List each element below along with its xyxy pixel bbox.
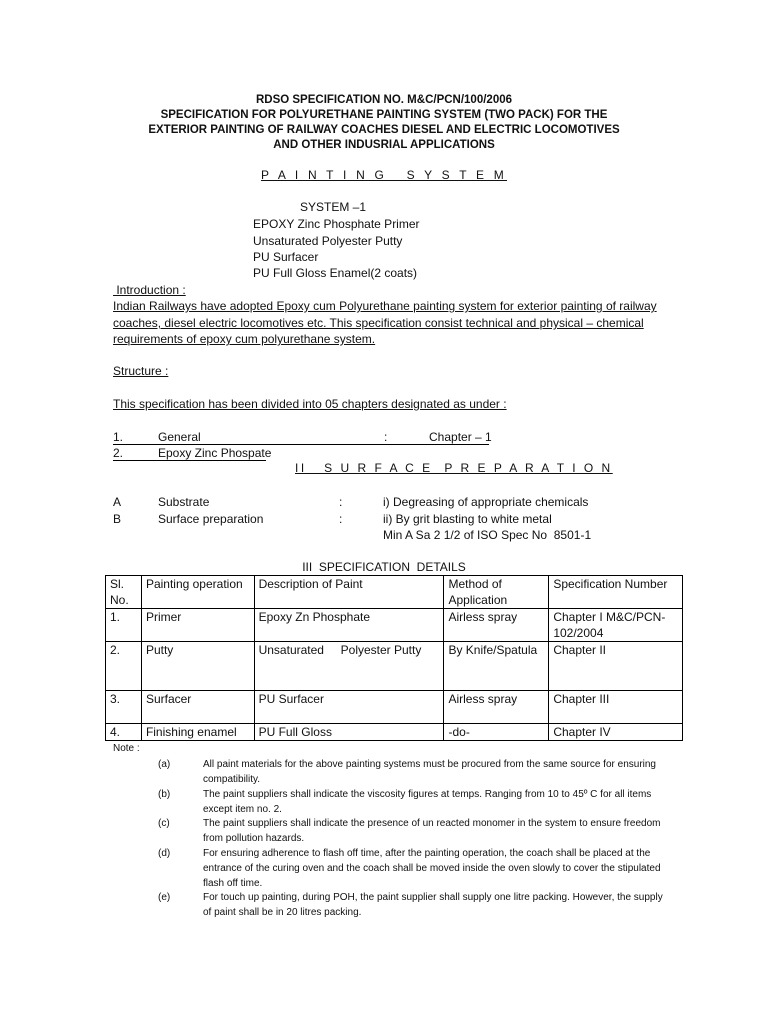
column-header: Specification Number: [549, 576, 683, 609]
table-cell: By Knife/Spatula: [444, 642, 549, 691]
surface-continuation: Min A Sa 2 1/2 of ISO Spec No 8501-1: [383, 528, 592, 542]
table-cell: Unsaturated Polyester Putty: [254, 642, 444, 691]
note-text: The paint suppliers shall indicate the presence of un reacted monomer in the system to ensure freedom from pollution hazards.: [203, 818, 661, 844]
note-text: For ensuring adherence to flash off time, after the painting operation, the coach shall be placed at the entrance of the curing oven and the coach shall be moved inside the oven slowly to cover the stipulated flash off time.: [203, 848, 661, 889]
note-letter: (b): [158, 789, 171, 800]
table-row: [106, 724, 683, 741]
note-text: The paint suppliers shall indicate the viscosity figures at temps. Ranging from 10 to 45º C for all items except item no. 2.: [203, 789, 652, 815]
column-header: Method of Application: [444, 576, 549, 609]
table-row: [106, 642, 683, 691]
spec-title-line-3: EXTERIOR PAINTING OF RAILWAY COACHES DIESEL AND ELECTRIC LOCOMOTIVES: [148, 124, 620, 136]
note-text: All paint materials for the above painting systems must be procured from the same source for ensuring compatibility.: [203, 759, 656, 785]
note-letter: (a): [158, 759, 171, 770]
system-item: Unsaturated Polyester Putty: [253, 234, 403, 248]
table-cell: Chapter IV: [549, 724, 683, 741]
surface-row-value: i) Degreasing of appropriate chemicals: [383, 495, 589, 509]
surface-preparation-heading: II S U R F A C E P R E P A R A T I O N: [295, 461, 613, 475]
system-label: SYSTEM –1: [300, 200, 367, 214]
column-header: Description of Paint: [254, 576, 444, 609]
chapter-number: 2.: [113, 446, 124, 460]
surface-row-letter: A: [113, 495, 122, 509]
chapter-underline: [113, 460, 266, 461]
surface-row-letter: B: [113, 512, 122, 526]
table-cell: Airless spray: [444, 691, 549, 724]
table-cell: Epoxy Zn Phosphate: [254, 609, 444, 642]
table-cell: Finishing enamel: [141, 724, 254, 741]
note-letter: (d): [158, 848, 171, 859]
system-item: EPOXY Zinc Phosphate Primer: [253, 217, 420, 231]
chapter-number: 1.: [113, 430, 124, 444]
surface-row-value: ii) By grit blasting to white metal: [383, 512, 552, 526]
specification-table: [105, 575, 683, 741]
system-item: PU Full Gloss Enamel(2 coats): [253, 266, 418, 280]
note-text: For touch up painting, during POH, the paint supplier shall supply one litre packing. However, the supply of paint shall be in 20 litres packing.: [203, 892, 663, 918]
specification-details-heading: III SPECIFICATION DETAILS: [302, 560, 466, 574]
table-cell: Chapter I M&C/PCN-102/2004: [549, 609, 683, 642]
table-cell: Chapter III: [549, 691, 683, 724]
surface-row-label: Surface preparation: [158, 512, 264, 526]
spec-title-line-4: AND OTHER INDUSRIAL APPLICATIONS: [273, 139, 495, 151]
structure-text: This specification has been divided into 05 chapters designated as under :: [113, 397, 507, 411]
chapter-name: Epoxy Zinc Phospate: [158, 446, 272, 460]
table-cell: 2.: [106, 642, 142, 691]
table-header-row: [106, 576, 683, 609]
table-cell: Putty: [141, 642, 254, 691]
spec-number-title: RDSO SPECIFICATION NO. M&C/PCN/100/2006: [255, 94, 513, 106]
structure-heading: Structure :: [113, 364, 169, 378]
table-cell: -do-: [444, 724, 549, 741]
table-cell: Chapter II: [549, 642, 683, 691]
table-cell: Primer: [141, 609, 254, 642]
note-heading: Note :: [113, 743, 140, 754]
introduction-line: coaches, diesel electric locomotives etc. This specification consist technical and physical – chemical: [113, 316, 644, 330]
table-cell: 4.: [106, 724, 142, 741]
introduction-heading: Introduction :: [113, 283, 186, 297]
introduction-line: requirements of epoxy cum polyurethane system.: [113, 332, 376, 346]
table-cell: 1.: [106, 609, 142, 642]
introduction-line: Indian Railways have adopted Epoxy cum Polyurethane painting system for exterior painting of railway: [113, 299, 657, 313]
chapter-name: General: [158, 430, 201, 444]
note-letter: (e): [158, 892, 171, 903]
surface-row-colon: :: [339, 495, 343, 509]
table-cell: Airless spray: [444, 609, 549, 642]
table-cell: 3.: [106, 691, 142, 724]
system-item: PU Surfacer: [253, 250, 319, 264]
column-header: Painting operation: [141, 576, 254, 609]
table-row: [106, 691, 683, 724]
surface-row-colon: :: [339, 512, 343, 526]
table-cell: PU Full Gloss: [254, 724, 444, 741]
table-cell: PU Surfacer: [254, 691, 444, 724]
table-row: [106, 609, 683, 642]
table-cell: Surfacer: [141, 691, 254, 724]
painting-system-heading: P A I N T I N G S Y S T E M: [261, 168, 507, 182]
surface-row-label: Substrate: [158, 495, 210, 509]
chapter-colon: :: [384, 430, 388, 444]
note-letter: (c): [158, 818, 170, 829]
chapter-ref: Chapter – 1: [429, 430, 492, 444]
spec-title-line-2: SPECIFICATION FOR POLYURETHANE PAINTING SYSTEM (TWO PACK) FOR THE: [160, 109, 608, 121]
column-header: Sl. No.: [106, 576, 142, 609]
